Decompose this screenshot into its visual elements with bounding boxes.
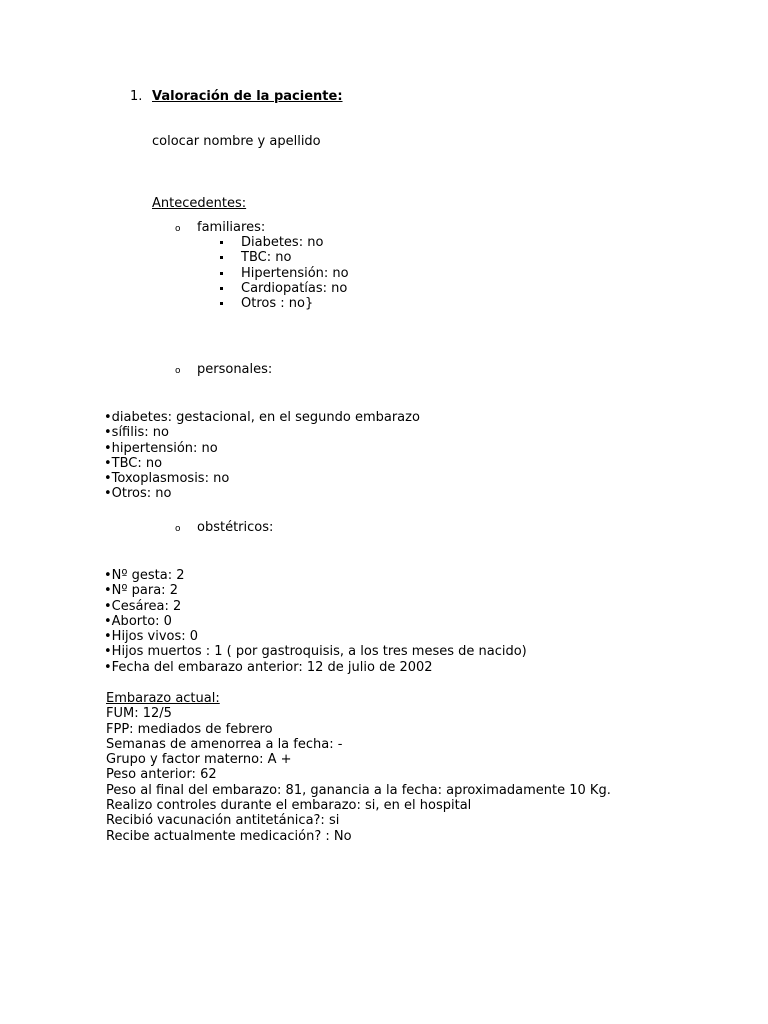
list-item: TBC: no: [220, 250, 349, 265]
list-item: •Cesárea: 2: [104, 598, 182, 614]
embarazo-line: Recibe actualmente medicación? : No: [106, 828, 352, 844]
list-item: •diabetes: gestacional, en el segundo embarazo: [104, 410, 420, 425]
square-bullet-icon: [220, 272, 223, 275]
familiares-list: [220, 235, 349, 311]
embarazo-line: FUM: 12/5: [106, 706, 172, 722]
embarazo-actual-section: [106, 691, 611, 844]
list-item: •Nº para: 2: [104, 583, 178, 599]
list-item: •TBC: no: [104, 455, 163, 471]
list-item: Hipertensión: no: [220, 266, 349, 281]
list-item: Diabetes: no: [220, 235, 349, 250]
embarazo-line: FPP: mediados de febrero: [106, 721, 273, 737]
list-item: •Hijos vivos: 0: [104, 629, 199, 645]
list-item: •Toxoplasmosis: no: [104, 471, 230, 487]
list-item: •sífilis: no: [104, 425, 169, 441]
section-title: Valoración de la paciente:: [152, 89, 343, 104]
square-bullet-icon: [220, 256, 223, 259]
list-item: Cardiopatías: no: [220, 281, 349, 296]
embarazo-actual-title: Embarazo actual:: [106, 691, 220, 706]
list-item: •Otros: no: [104, 486, 172, 502]
familiares-label: familiares:: [197, 220, 266, 235]
embarazo-line: Recibió vacunación antitetánica?: si: [106, 813, 340, 829]
circle-bullet-obstetricos: o: [175, 524, 181, 534]
circle-bullet-familiares: o: [175, 224, 181, 234]
personales-list: [104, 410, 420, 502]
list-item: •Aborto: 0: [104, 613, 172, 629]
square-bullet-icon: [220, 302, 223, 305]
personales-label: personales:: [197, 362, 273, 377]
obstetricos-list: [104, 568, 527, 675]
embarazo-line: Semanas de amenorrea a la fecha: -: [106, 736, 343, 752]
section-number: 1.: [130, 89, 143, 104]
circle-bullet-personales: o: [175, 366, 181, 376]
obstetricos-label: obstétricos:: [197, 520, 274, 535]
square-bullet-icon: [220, 241, 223, 244]
list-item: •Nº gesta: 2: [104, 568, 185, 583]
antecedentes-title: Antecedentes:: [152, 196, 247, 211]
list-item: •hipertensión: no: [104, 440, 218, 456]
list-item: •Hijos muertos : 1 ( por gastroquisis, a los tres meses de nacido): [104, 644, 527, 660]
list-item: Otros : no}: [220, 296, 349, 311]
embarazo-line: Peso anterior: 62: [106, 767, 217, 783]
embarazo-line: Peso al final del embarazo: 81, ganancia a la fecha: aproximadamente 10 Kg.: [106, 782, 611, 798]
embarazo-line: Realizo controles durante el embarazo: si, en el hospital: [106, 798, 472, 814]
name-placeholder: colocar nombre y apellido: [152, 134, 321, 149]
square-bullet-icon: [220, 287, 223, 290]
list-item: •Fecha del embarazo anterior: 12 de julio de 2002: [104, 659, 433, 675]
embarazo-line: Grupo y factor materno: A +: [106, 752, 292, 768]
